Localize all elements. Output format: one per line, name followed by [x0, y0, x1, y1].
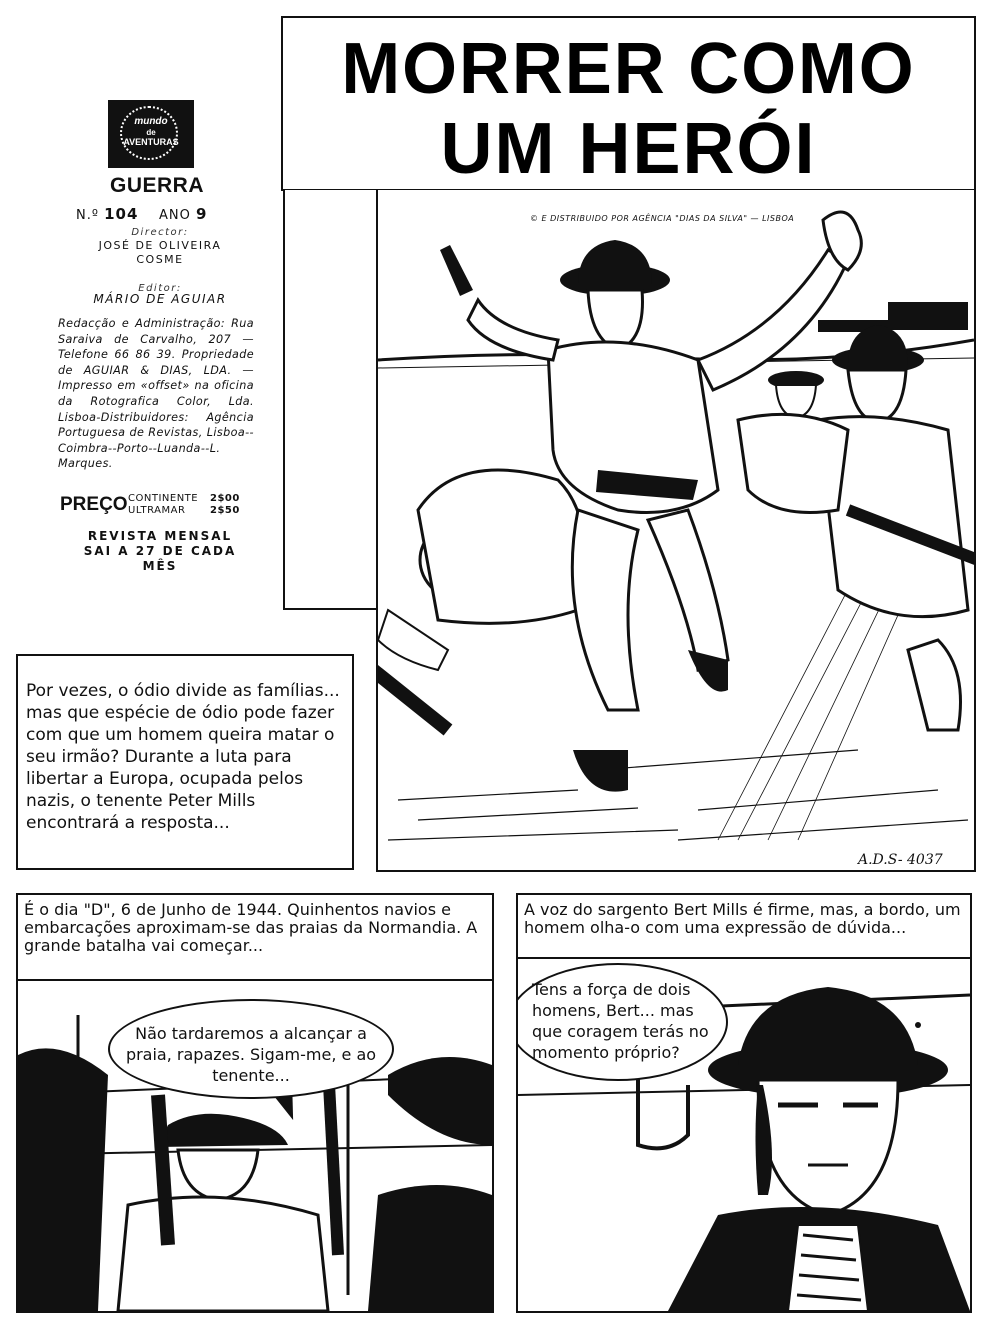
landing-craft-silhouette [888, 302, 968, 330]
distribution-credit: © E DISTRIBUIDO POR AGÊNCIA "DIAS DA SILVA" — LISBOA [530, 214, 795, 223]
hero-panel-left-extension [283, 190, 378, 610]
director-name-line-1: JOSÉ DE OLIVEIRA [98, 239, 222, 252]
director-name [60, 239, 260, 267]
thought-bubble: Tens a força de dois homens, Bert... mas que coragem terás no momento próprio? [516, 963, 728, 1081]
logo-text-aventuras: AVENTURAS [123, 137, 179, 147]
series-name: GUERRA [110, 174, 205, 197]
artist-signature: A.D.S- 4037 [858, 852, 943, 868]
pistol [440, 245, 473, 296]
director-label: Director: [131, 227, 189, 238]
monthly-line-2: SAI A 27 DE CADA [83, 544, 237, 558]
editor-name: MÁRIO DE AGUIAR [93, 292, 227, 306]
title-box [281, 16, 976, 191]
publisher-logo [108, 100, 194, 168]
hero-illustration [378, 190, 974, 870]
price-region: CONTINENTE [128, 493, 199, 504]
monthly-line-3: MÊS [142, 559, 178, 573]
logo-text-mundo: mundo [134, 116, 168, 127]
price-table [128, 493, 240, 517]
panel-doubtful-man [516, 893, 972, 1313]
imprint-text: Redacção e Administração: Rua Saraiva de Carvalho, 207 — Telefone 66 86 39. Propriedade de AGUIAR & DIAS, LDA. — Impresso em «offset» na oficina da Rotografica Color, Lda. Lisboa-Distribuidores: Agência Portuguesa de Revistas, Lisboa--Coimbra--Porto--Luanda--L. Marques. [58, 317, 254, 471]
director-name-line-2: COSME [136, 253, 184, 266]
price-row-continente [128, 493, 240, 505]
price-region: ULTRAMAR [128, 505, 186, 516]
logo-text-de: de [146, 128, 156, 137]
speech-bubble: Não tardaremos a alcançar a praia, rapazes. Sigam-me, e ao tenente... [108, 999, 394, 1099]
issue-number: 104 [104, 205, 139, 223]
monthly-line-1: REVISTA MENSAL [87, 529, 233, 543]
panel-sergeant-boat [16, 893, 494, 1313]
title-line-2: UM HERÓI [440, 109, 817, 189]
price-value: 2$00 [210, 493, 240, 504]
price-row-ultramar [128, 505, 240, 517]
title-line-1: MORRER COMO [341, 29, 916, 109]
issue-label: N.º [76, 208, 99, 223]
price-label: PREÇO [60, 494, 128, 515]
narration-box: A voz do sargento Bert Mills é firme, mas, a bordo, um homem olha-o com uma expressão de dúvida... [518, 895, 970, 959]
hero-illustration-panel [376, 190, 976, 872]
editor-label: Editor: [138, 283, 182, 294]
year-number: 9 [195, 205, 208, 223]
advancing-soldiers [738, 325, 974, 730]
intro-caption-text: Por vezes, o ódio divide as famílias... mas que espécie de ódio pode fazer com que um homem queira matar o seu irmão? Durante a luta para libertar a Europa, ocupada pelos nazis, o tenente Peter Mills encontrará a resposta... [26, 681, 340, 833]
price-value: 2$50 [210, 505, 240, 516]
narration-box: É o dia "D", 6 de Junho de 1944. Quinhentos navios e embarcações aproximam-se das praias da Normandia. A grande batalha vai começar... [18, 895, 492, 981]
year-label: ANO [158, 208, 191, 223]
intro-caption-box [16, 654, 354, 870]
fallen-soldier [378, 470, 585, 730]
monthly-notice [60, 529, 260, 574]
issue-line [76, 205, 207, 223]
